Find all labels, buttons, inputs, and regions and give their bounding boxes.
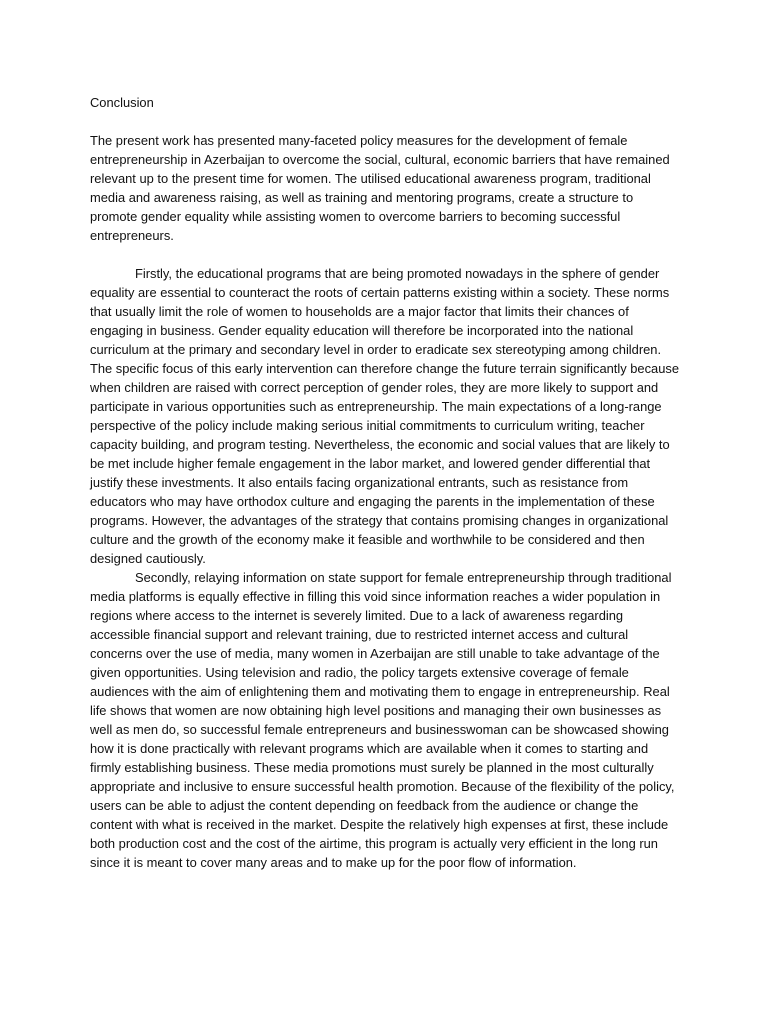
section-heading: Conclusion [90,95,154,110]
paragraph-gap [90,245,680,264]
paragraph-firstly: Firstly, the educational programs that are being promoted nowadays in the sphere of gender equality are essential to counteract the roots of certain patterns existing within a society. These norms that usually limit the role of women to households are a major factor that limits their chances of engaging in business. Gender equality education will therefore be incorporated into the national curriculum at the primary and secondary level in order to eradicate sex stereotyping among children. The specific focus of this early intervention can therefore change the future terrain significantly because when children are raised with correct perception of gender roles, they are more likely to support and participate in various opportunities such as entrepreneurship. The main expectations of a long-range perspective of the policy include making serious initial commitments to curriculum writing, teacher capacity building, and program testing. Nevertheless, the economic and social values that are likely to be met include higher female engagement in the labor market, and lowered gender differential that justify these investments. It also entails facing organizational entrants, such as resistance from educators who may have orthodox culture and engaging the parents in the implementation of these programs. However, the advantages of the strategy that contains promising changes in organizational culture and the growth of the economy make it feasible and worthwhile to be considered and then designed cautiously. [90,266,679,566]
paragraph-secondly: Secondly, relaying information on state support for female entrepreneurship through traditional media platforms is equally effective in filling this void since information reaches a wider population in regions where access to the internet is severely limited. Due to a lack of awareness regarding accessible financial support and relevant training, due to restricted internet access and cultural concerns over the use of media, many women in Azerbaijan are still unable to take advantage of the given opportunities. Using television and radio, the policy targets extensive coverage of female audiences with the aim of enlightening them and motivating them to engage in entrepreneurship. Real life shows that women are now obtaining high level positions and managing their own businesses as well as men do, so successful female entrepreneurs and businesswoman can be showcased showing how it is done practically with relevant programs which are available when it comes to starting and firmly establishing business. These media promotions must surely be planned in the most culturally appropriate and inclusive to ensure successful health promotion. Because of the flexibility of the policy, users can be able to adjust the content depending on feedback from the audience or change the content with what is received in the market. Despite the relatively high expenses at first, these include both production cost and the cost of the airtime, this program is actually very efficient in the long run since it is meant to cover many areas and to make up for the poor flow of information. [90,570,675,870]
paragraph-intro: The present work has presented many-faceted policy measures for the development of female entrepreneurship in Azerbaijan to overcome the social, cultural, economic barriers that have remained relevant up to the present time for women. The utilised educational awareness program, traditional media and awareness raising, as well as training and mentoring programs, create a structure to promote gender equality while assisting women to overcome barriers to becoming successful entrepreneurs. [90,133,670,243]
document-body [90,93,680,872]
